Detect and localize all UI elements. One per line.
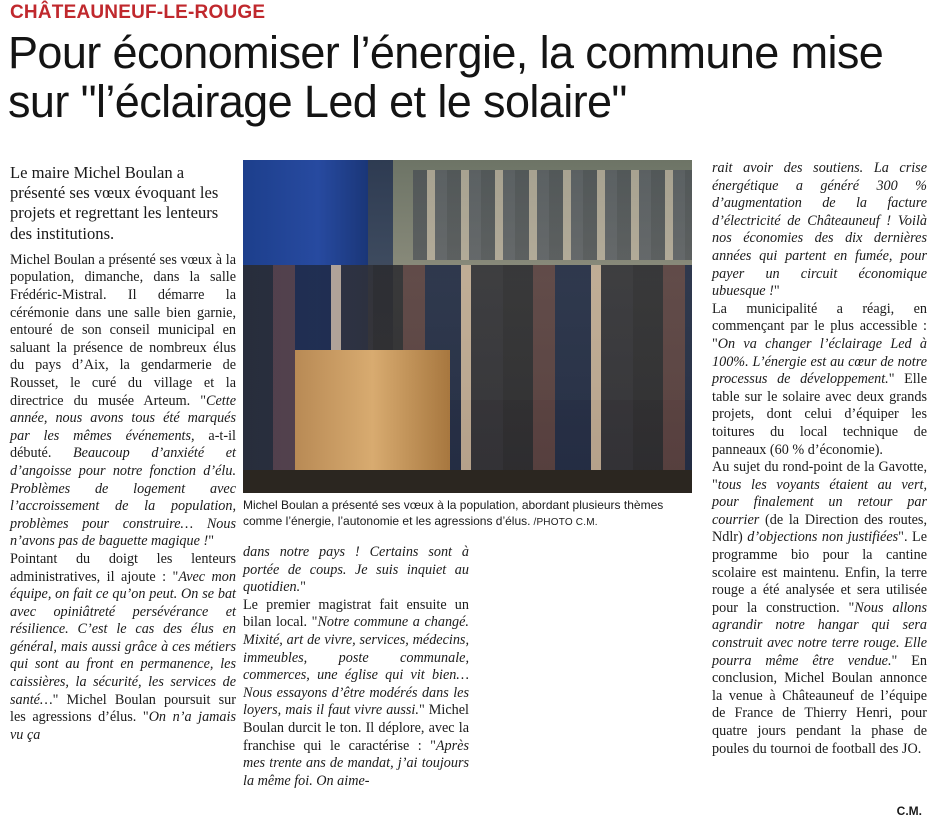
author-signature: C.M. [896,804,922,818]
photo-caption [243,497,692,531]
paragraph [712,459,927,758]
text: " [773,283,780,300]
text: Michel Boulan a présenté ses vœux à la population, dimanche, dans la salle Frédéric-Mistral. Il démarre la cérémonie dans une salle bien garnie, entouré de son conseil municipal en saluant la présence de nombreux élus du pays d’Aix, la gendarmerie de Rousset, le curé du village et la directrice du musée Arteum. " [10,251,236,409]
quote: Beaucoup d’anxiété et d’angoisse pour notre fonction d’élu. Problèmes de logement avec l’accroissement de la population, problèmes pour construire… Nous n’avons pas de baguette magique ! [10,445,236,550]
paragraph [712,160,927,301]
quote: On va changer l’éclairage Led à 100%. L’énergie est au cœur de notre processus de développement. [712,335,927,388]
paragraph [10,551,236,745]
text: Au sujet du rond-point de la Gavotte, " [712,459,927,493]
photo-floor [243,470,692,493]
quote: Notre commune a changé. Mixité, art de vivre, services, médecins, immeubles, poste communale, commerces, une église qui vit bien… Nous essayons d’être modérés dans les loyers, mais il faut vivre aussi. [243,614,469,719]
article-photo [243,160,692,493]
text: La municipalité a réagi, en commençant par le plus accessible : " [712,300,927,352]
text: Le premier magistrat fait ensuite un bilan local. " [243,596,469,631]
article-column-3 [712,160,927,758]
quote: On n’a jamais vu ça [10,709,236,743]
photo-crowd [413,170,692,260]
photo-credit: /PHOTO C.M. [530,517,598,528]
text: " [208,533,214,550]
text: " Elle table sur le solaire avec deux grands projets, dont celui d’équiper les toitures du local technique de panneaux (60 % d’économie). [712,371,927,458]
caption-text: Michel Boulan a présenté ses vœux à la population, abordant plusieurs thèmes comme l’énergie, l’autonomie et les agressions d’élus. [243,498,664,528]
quote: tous les voyants étaient au vert, pour finalement un retour par courrier [712,476,927,528]
paragraph [712,301,927,459]
paragraph [243,597,469,791]
text: " Michel Boulan poursuit sur les agressions d’élus. " [10,691,236,726]
section-kicker: CHÂTEAUNEUF-LE-ROUGE [10,2,266,23]
lead-paragraph: Le maire Michel Boulan a présenté ses vœux évoquant les projets et regrettant les lenteurs des institutions. [10,163,219,243]
quote: Cette année, nous avons tous été marqués par les mêmes événements, [10,392,236,444]
article-column-2 [243,544,469,790]
quote: Nous allons agrandir notre hangar qui sera construit avec notre terre rouge. Elle pourra même être vendue. [712,599,928,669]
text: " En conclusion, Michel Boulan annonce la venue à Châteauneuf de l’équipe de France de Thierry Henri, pour quatre jours pendant la phase de poules du tournoi de football des JO. [712,652,927,757]
text: a-t-il débuté. [10,427,236,462]
paragraph [243,544,469,597]
quote: rait avoir des soutiens. La crise énergétique a généré 300 % d’augmentation de la facture d’électricité de Châteauneuf ! Voilà nos économies des dix dernières années qui partent en fumée, pour payer un circuit économique ubuesque ! [712,160,927,300]
quote: dans notre pays ! Certains sont à portée de coups. Je suis inquiet au quotidien. [243,544,469,596]
quote: Avec mon équipe, on fait ce qu’on peut. On se bat avec opiniâtreté persévérance et résilience. C’est le cas des élus en général, mais aussi grâce à ces métiers qui sont au front en permanence, les caissières, la sécurité, les services de santé… [10,568,236,708]
text: Pointant du doigt les lenteurs administratives, il ajoute : " [10,550,236,585]
headline: Pour économiser l’énergie, la commune mise sur "l’éclairage Led et le solaire" [8,27,884,127]
article-column-1 [10,163,236,744]
paragraph [10,252,236,551]
text: " [300,579,306,596]
text: " Michel Boulan durcit le ton. Il déplore, avec la franchise qui le caractérise : " [243,702,469,754]
text: (de la Direction des routes, Ndlr) [712,511,927,546]
quote: d’objections non justifiées [747,529,899,546]
quote: Après mes trente ans de mandat, j’ai toujours la même foi. On aime- [243,737,469,789]
text: ". Le programme bio pour la cantine scolaire est maintenu. Enfin, la terre rouge a été analysée et sera utilisée pour la construction. " [712,529,927,616]
